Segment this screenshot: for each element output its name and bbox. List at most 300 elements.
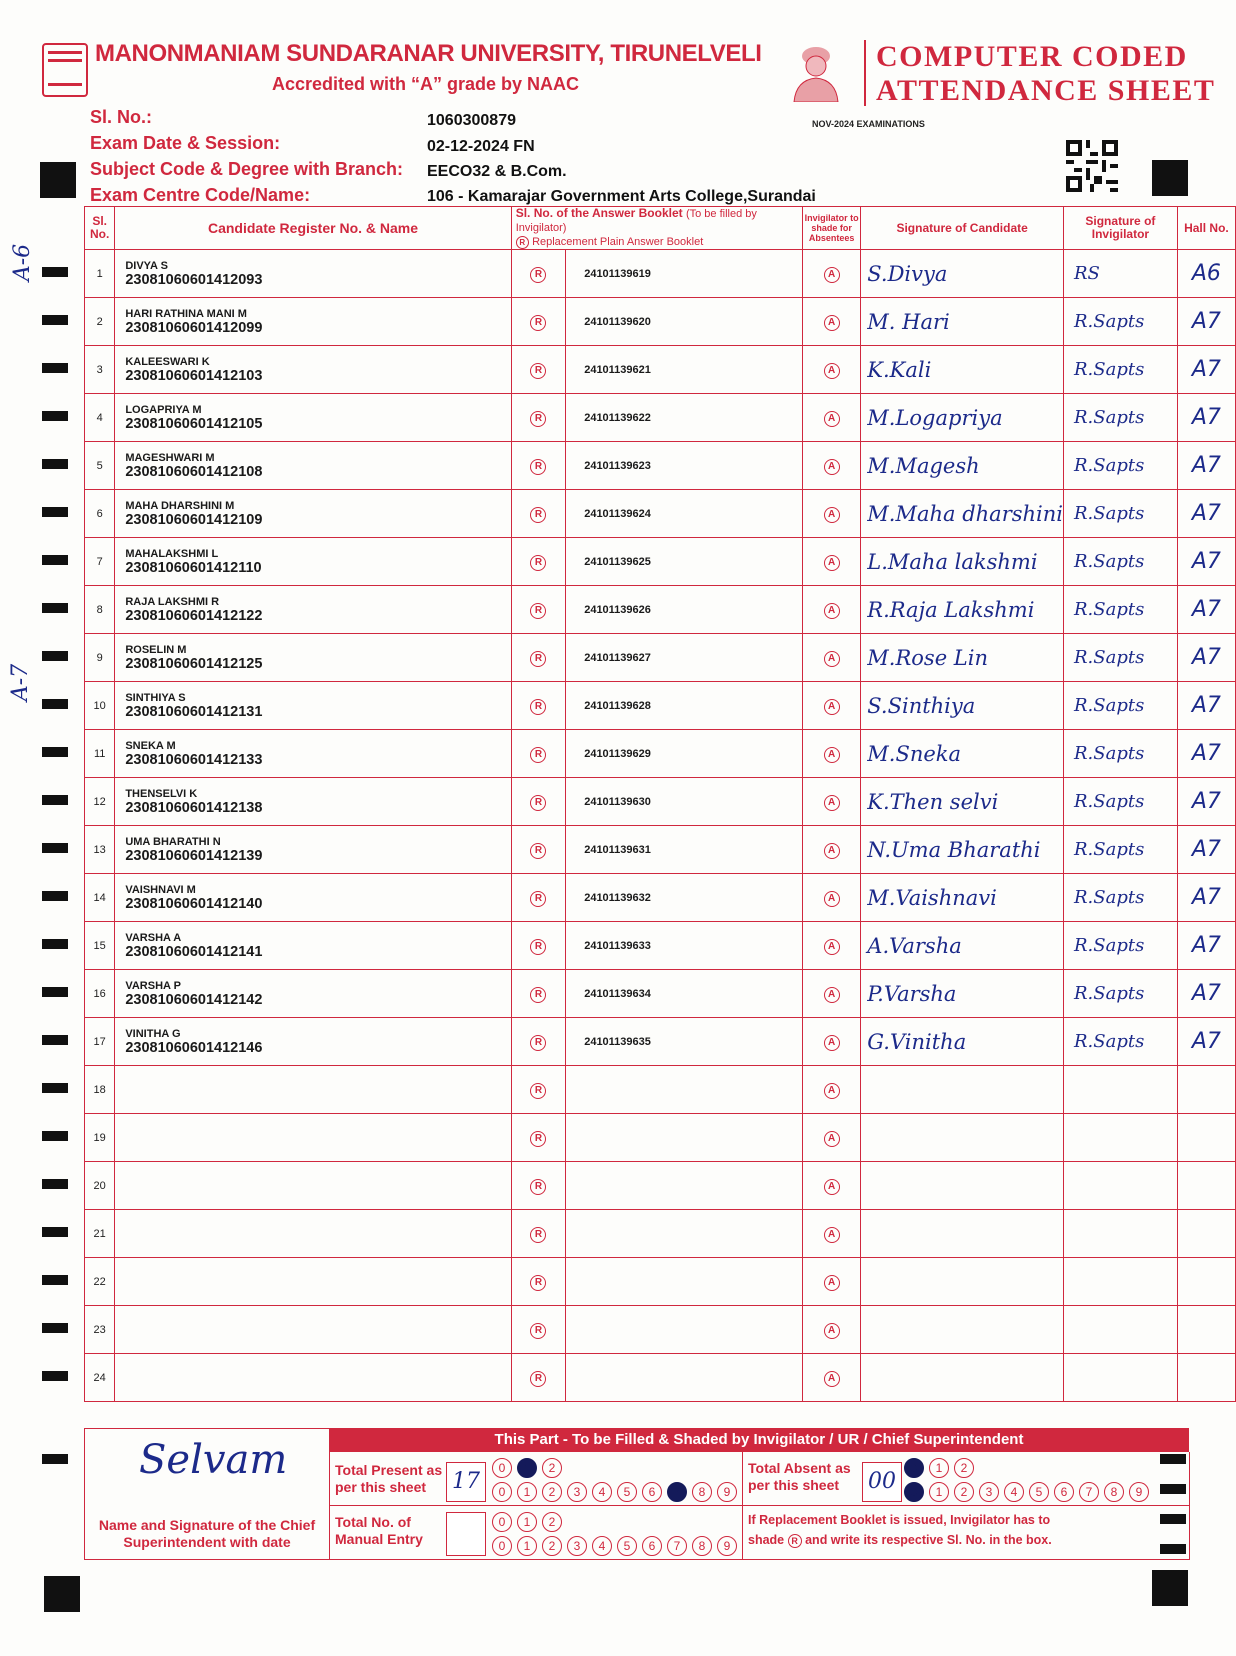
- candidate-cell: [115, 730, 511, 778]
- timing-mark: [42, 1179, 68, 1189]
- absent-cell[interactable]: [803, 1018, 861, 1066]
- replacement-cell[interactable]: [511, 1210, 565, 1258]
- absent-a-icon[interactable]: A: [824, 555, 840, 571]
- booklet-no[interactable]: 24101139626: [566, 586, 803, 634]
- invigilator-signature: R.Sapts: [1064, 298, 1178, 346]
- hall-no: A7: [1177, 682, 1235, 730]
- candidate-cell: [115, 250, 511, 298]
- absent-a-icon[interactable]: A: [824, 651, 840, 667]
- row-sl-no: 20: [85, 1162, 115, 1210]
- digit-bubble[interactable]: 8: [1104, 1482, 1124, 1502]
- absent-cell[interactable]: [803, 634, 861, 682]
- booklet-no[interactable]: 24101139624: [566, 490, 803, 538]
- absent-a-icon[interactable]: A: [824, 699, 840, 715]
- absent-a-icon[interactable]: A: [824, 267, 840, 283]
- absent-a-icon[interactable]: A: [824, 843, 840, 859]
- candidate-register-no: 23081060601412103: [125, 367, 263, 384]
- hall-no: A7: [1177, 346, 1235, 394]
- candidate-signature: M.Logapriya: [861, 394, 1064, 442]
- absent-cell[interactable]: [803, 922, 861, 970]
- booklet-no[interactable]: [566, 1066, 803, 1114]
- absent-cell[interactable]: [803, 442, 861, 490]
- candidate-cell: [115, 778, 511, 826]
- absent-cell[interactable]: [803, 682, 861, 730]
- replacement-cell[interactable]: [511, 1354, 565, 1402]
- replacement-r-icon[interactable]: R: [530, 1179, 546, 1195]
- digit-bubble[interactable]: 1: [929, 1458, 949, 1478]
- chief-signature: Selvam: [139, 1437, 288, 1483]
- absent-a-icon[interactable]: A: [824, 747, 840, 763]
- absent-cell[interactable]: [803, 490, 861, 538]
- digit-bubble[interactable]: 0: [904, 1458, 924, 1478]
- booklet-no[interactable]: 24101139622: [566, 394, 803, 442]
- table-row: [85, 1162, 1236, 1210]
- candidate-name: UMA BHARATHI N: [125, 835, 221, 848]
- registration-mark: [44, 1576, 80, 1612]
- digit-bubble[interactable]: 0: [904, 1482, 924, 1502]
- absent-a-icon[interactable]: A: [824, 1227, 840, 1243]
- timing-mark: [42, 1323, 68, 1333]
- candidate-register-no: 23081060601412146: [125, 1039, 263, 1056]
- digit-bubble[interactable]: 2: [542, 1482, 562, 1502]
- candidate-cell: [115, 1114, 511, 1162]
- replacement-cell[interactable]: [511, 1258, 565, 1306]
- absent-a-icon[interactable]: A: [824, 1323, 840, 1339]
- candidate-cell: [115, 586, 511, 634]
- margin-note: A-7: [8, 663, 34, 702]
- subject-value: EECO32 & B.Com.: [427, 163, 567, 180]
- replacement-r-icon[interactable]: R: [530, 939, 546, 955]
- digit-bubble[interactable]: 9: [1129, 1482, 1149, 1502]
- row-sl-no: 9: [85, 634, 115, 682]
- replacement-cell[interactable]: [511, 730, 565, 778]
- replacement-r-icon[interactable]: R: [530, 1371, 546, 1387]
- table-header-row: [85, 207, 1236, 250]
- absent-written: 00: [862, 1462, 902, 1502]
- manual-entry-box[interactable]: [446, 1512, 486, 1556]
- candidate-register-no: 23081060601412142: [125, 991, 263, 1008]
- replacement-cell[interactable]: [511, 1066, 565, 1114]
- absent-cell[interactable]: [803, 394, 861, 442]
- exam-note: NOV-2024 EXAMINATIONS: [812, 119, 925, 129]
- replacement-cell[interactable]: [511, 778, 565, 826]
- absent-a-icon[interactable]: A: [824, 891, 840, 907]
- replacement-cell[interactable]: [511, 586, 565, 634]
- invigilator-signature: R.Sapts: [1064, 634, 1178, 682]
- row-sl-no: 5: [85, 442, 115, 490]
- candidate-signature: M.Maha dharshini: [861, 490, 1064, 538]
- replacement-cell[interactable]: [511, 922, 565, 970]
- digit-bubble[interactable]: 8: [692, 1482, 712, 1502]
- replacement-r-icon[interactable]: R: [530, 1227, 546, 1243]
- replacement-r-icon[interactable]: R: [530, 843, 546, 859]
- invigilator-signature: [1064, 1114, 1178, 1162]
- booklet-no[interactable]: [566, 1306, 803, 1354]
- absent-a-icon[interactable]: A: [824, 1371, 840, 1387]
- booklet-no[interactable]: [566, 1114, 803, 1162]
- absent-cell[interactable]: [803, 346, 861, 394]
- replacement-cell[interactable]: [511, 394, 565, 442]
- absent-cell[interactable]: [803, 1354, 861, 1402]
- invigilator-signature: R.Sapts: [1064, 538, 1178, 586]
- booklet-no[interactable]: [566, 1162, 803, 1210]
- timing-mark: [42, 939, 68, 949]
- absent-a-icon[interactable]: A: [824, 939, 840, 955]
- booklet-no[interactable]: 24101139633: [566, 922, 803, 970]
- candidate-cell: [115, 922, 511, 970]
- table-row: [85, 922, 1236, 970]
- row-sl-no: 19: [85, 1114, 115, 1162]
- absent-a-icon[interactable]: A: [824, 363, 840, 379]
- digit-bubble[interactable]: 5: [1029, 1482, 1049, 1502]
- replacement-r-icon[interactable]: R: [530, 651, 546, 667]
- absent-cell[interactable]: [803, 874, 861, 922]
- booklet-no[interactable]: 24101139620: [566, 298, 803, 346]
- digit-bubble[interactable]: 3: [979, 1482, 999, 1502]
- timing-mark: [42, 363, 68, 373]
- timing-mark: [42, 1454, 68, 1464]
- header-sig-invigilator: Signature of Invigilator: [1064, 207, 1178, 250]
- candidate-name: SINTHIYA S: [125, 691, 186, 704]
- candidate-signature: M.Magesh: [861, 442, 1064, 490]
- replacement-cell[interactable]: [511, 682, 565, 730]
- digit-bubble[interactable]: 2: [542, 1536, 562, 1556]
- invigilator-signature: R.Sapts: [1064, 970, 1178, 1018]
- booklet-no[interactable]: 24101139623: [566, 442, 803, 490]
- candidate-signature: R.Raja Lakshmi: [861, 586, 1064, 634]
- invigilator-signature: [1064, 1210, 1178, 1258]
- candidate-signature: [861, 1306, 1064, 1354]
- centre-value: 106 - Kamarajar Government Arts College,Surandai: [427, 188, 816, 205]
- table-row: [85, 394, 1236, 442]
- digit-bubble[interactable]: 1: [517, 1536, 537, 1556]
- replacement-r-icon[interactable]: R: [530, 315, 546, 331]
- table-row: [85, 826, 1236, 874]
- centre-label: Exam Centre Code/Name:: [90, 185, 311, 205]
- timing-mark: [42, 747, 68, 757]
- digit-bubble[interactable]: 6: [642, 1536, 662, 1556]
- digit-bubble[interactable]: 3: [567, 1482, 587, 1502]
- replacement-cell[interactable]: [511, 874, 565, 922]
- digit-bubble[interactable]: 7: [1079, 1482, 1099, 1502]
- replacement-cell[interactable]: [511, 826, 565, 874]
- candidate-name: KALEESWARI K: [125, 355, 210, 368]
- absent-cell[interactable]: [803, 298, 861, 346]
- candidate-name: VARSHA P: [125, 979, 181, 992]
- row-sl-no: 6: [85, 490, 115, 538]
- timing-mark: [42, 699, 68, 709]
- candidate-signature: N.Uma Bharathi: [861, 826, 1064, 874]
- replacement-r-icon[interactable]: R: [530, 267, 546, 283]
- digit-bubble[interactable]: 1: [517, 1512, 537, 1532]
- replacement-cell[interactable]: [511, 538, 565, 586]
- replacement-cell[interactable]: [511, 1162, 565, 1210]
- digit-bubble[interactable]: 0: [492, 1458, 512, 1478]
- header-absent: Invigilator to shade for Absentees: [803, 207, 861, 250]
- qr-code-icon: [1066, 140, 1118, 192]
- replacement-cell[interactable]: [511, 442, 565, 490]
- digit-bubble[interactable]: 2: [542, 1512, 562, 1532]
- header-sl: Sl. No.: [85, 207, 115, 250]
- digit-bubble[interactable]: 6: [642, 1482, 662, 1502]
- candidate-signature: M.Vaishnavi: [861, 874, 1064, 922]
- absent-cell[interactable]: [803, 1258, 861, 1306]
- replacement-r-icon[interactable]: R: [530, 795, 546, 811]
- candidate-register-no: 23081060601412140: [125, 895, 263, 912]
- replacement-r-icon[interactable]: R: [530, 1131, 546, 1147]
- table-row: [85, 1114, 1236, 1162]
- replacement-cell[interactable]: [511, 250, 565, 298]
- university-logo-icon: [42, 43, 88, 97]
- digit-bubble[interactable]: 7: [667, 1536, 687, 1556]
- candidate-signature: S.Divya: [861, 250, 1064, 298]
- digit-bubble[interactable]: 0: [492, 1482, 512, 1502]
- digit-bubble[interactable]: 2: [954, 1482, 974, 1502]
- row-sl-no: 22: [85, 1258, 115, 1306]
- hall-no: [1177, 1306, 1235, 1354]
- replacement-r-icon[interactable]: R: [530, 1275, 546, 1291]
- candidate-cell: [115, 346, 511, 394]
- row-sl-no: 23: [85, 1306, 115, 1354]
- absent-a-icon[interactable]: A: [824, 1083, 840, 1099]
- candidate-name: THENSELVI K: [125, 787, 198, 800]
- candidate-signature: M.Sneka: [861, 730, 1064, 778]
- digit-bubble[interactable]: 4: [592, 1536, 612, 1556]
- candidate-register-no: 23081060601412133: [125, 751, 263, 768]
- header-sig-candidate: Signature of Candidate: [861, 207, 1064, 250]
- booklet-no[interactable]: [566, 1210, 803, 1258]
- hall-no: A7: [1177, 730, 1235, 778]
- digit-bubble[interactable]: 2: [542, 1458, 562, 1478]
- absent-a-icon[interactable]: A: [824, 1179, 840, 1195]
- table-row: [85, 778, 1236, 826]
- digit-bubble[interactable]: 5: [617, 1482, 637, 1502]
- absent-a-icon[interactable]: A: [824, 1275, 840, 1291]
- candidate-signature: [861, 1258, 1064, 1306]
- table-row: [85, 1306, 1236, 1354]
- digit-bubble[interactable]: 1: [517, 1482, 537, 1502]
- absent-a-icon[interactable]: A: [824, 1035, 840, 1051]
- replacement-r-icon[interactable]: R: [530, 1035, 546, 1051]
- absent-cell[interactable]: [803, 586, 861, 634]
- absent-cell[interactable]: [803, 1162, 861, 1210]
- invigilator-signature: R.Sapts: [1064, 826, 1178, 874]
- absent-a-icon[interactable]: A: [824, 795, 840, 811]
- absent-a-icon[interactable]: A: [824, 507, 840, 523]
- candidate-name: VARSHA A: [125, 931, 182, 944]
- digit-bubble[interactable]: 4: [592, 1482, 612, 1502]
- footer-section: [84, 1428, 1190, 1560]
- digit-bubble[interactable]: 7: [667, 1482, 687, 1502]
- digit-bubble[interactable]: 8: [692, 1536, 712, 1556]
- row-sl-no: 7: [85, 538, 115, 586]
- table-row: [85, 298, 1236, 346]
- timing-mark: [42, 267, 68, 277]
- row-sl-no: 4: [85, 394, 115, 442]
- replacement-r-icon: R: [788, 1534, 802, 1548]
- replacement-r-icon[interactable]: R: [530, 699, 546, 715]
- digit-bubble[interactable]: 1: [517, 1458, 537, 1478]
- booklet-no[interactable]: 24101139619: [566, 250, 803, 298]
- timing-mark: [42, 1083, 68, 1093]
- replacement-r-icon[interactable]: R: [530, 987, 546, 1003]
- absent-a-icon[interactable]: A: [824, 603, 840, 619]
- replacement-cell[interactable]: [511, 346, 565, 394]
- hall-no: A7: [1177, 826, 1235, 874]
- timing-mark: [42, 843, 68, 853]
- hall-no: A7: [1177, 778, 1235, 826]
- exam-date-value: 02-12-2024 FN: [427, 138, 535, 155]
- replacement-r-icon[interactable]: R: [530, 1083, 546, 1099]
- candidate-name: MAHALAKSHMI L: [125, 547, 219, 560]
- candidate-signature: [861, 1114, 1064, 1162]
- digit-bubble[interactable]: 9: [717, 1482, 737, 1502]
- absent-cell[interactable]: [803, 826, 861, 874]
- replacement-r-icon: R: [516, 236, 529, 249]
- timing-mark: [42, 459, 68, 469]
- margin-note: A-6: [10, 243, 36, 282]
- invigilator-signature: R.Sapts: [1064, 730, 1178, 778]
- candidate-register-no: 23081060601412122: [125, 607, 263, 624]
- invigilator-signature: R.Sapts: [1064, 394, 1178, 442]
- row-sl-no: 18: [85, 1066, 115, 1114]
- booklet-no[interactable]: 24101139630: [566, 778, 803, 826]
- hall-no: A7: [1177, 298, 1235, 346]
- candidate-signature: K.Then selvi: [861, 778, 1064, 826]
- candidate-register-no: 23081060601412109: [125, 511, 263, 528]
- absent-cell[interactable]: [803, 1306, 861, 1354]
- table-row: [85, 1066, 1236, 1114]
- replacement-r-icon[interactable]: R: [530, 363, 546, 379]
- absent-a-icon[interactable]: A: [824, 459, 840, 475]
- absent-cell[interactable]: [803, 1210, 861, 1258]
- candidate-signature: L.Maha lakshmi: [861, 538, 1064, 586]
- timing-mark: [42, 1371, 68, 1381]
- hall-no: A7: [1177, 1018, 1235, 1066]
- sl-no-value: 1060300879: [427, 112, 516, 129]
- absent-cell[interactable]: [803, 1114, 861, 1162]
- replacement-r-icon[interactable]: R: [530, 603, 546, 619]
- replacement-r-icon[interactable]: R: [530, 507, 546, 523]
- digit-bubble[interactable]: 6: [1054, 1482, 1074, 1502]
- candidate-register-no: 23081060601412139: [125, 847, 263, 864]
- absent-cell[interactable]: [803, 730, 861, 778]
- replacement-cell[interactable]: [511, 1018, 565, 1066]
- absent-cell[interactable]: [803, 970, 861, 1018]
- digit-bubble[interactable]: 0: [492, 1536, 512, 1556]
- candidate-name: VINITHA G: [125, 1027, 181, 1040]
- candidate-name: LOGAPRIYA M: [125, 403, 202, 416]
- candidate-name: VAISHNAVI M: [125, 883, 196, 896]
- absent-a-icon[interactable]: A: [824, 987, 840, 1003]
- hall-no: A6: [1177, 250, 1235, 298]
- attendance-table: [84, 206, 1236, 1402]
- booklet-no[interactable]: 24101139634: [566, 970, 803, 1018]
- replacement-cell[interactable]: [511, 490, 565, 538]
- replacement-r-icon[interactable]: R: [530, 747, 546, 763]
- chief-superintendent-box: [84, 1428, 330, 1560]
- row-sl-no: 15: [85, 922, 115, 970]
- timing-mark: [42, 507, 68, 517]
- candidate-signature: [861, 1162, 1064, 1210]
- invigilator-signature: R.Sapts: [1064, 1018, 1178, 1066]
- replacement-r-icon[interactable]: R: [530, 1323, 546, 1339]
- hall-no: A7: [1177, 634, 1235, 682]
- candidate-signature: M.Rose Lin: [861, 634, 1064, 682]
- absent-a-icon[interactable]: A: [824, 1131, 840, 1147]
- booklet-no[interactable]: 24101139631: [566, 826, 803, 874]
- replacement-r-icon[interactable]: R: [530, 459, 546, 475]
- booklet-no[interactable]: 24101139628: [566, 682, 803, 730]
- booklet-no[interactable]: 24101139635: [566, 1018, 803, 1066]
- booklet-no[interactable]: [566, 1354, 803, 1402]
- absent-a-icon[interactable]: A: [824, 315, 840, 331]
- absent-cell[interactable]: [803, 778, 861, 826]
- candidate-register-no: 23081060601412110: [125, 559, 262, 576]
- row-sl-no: 16: [85, 970, 115, 1018]
- replacement-cell[interactable]: [511, 298, 565, 346]
- replacement-cell[interactable]: [511, 970, 565, 1018]
- candidate-register-no: 23081060601412131: [125, 703, 263, 720]
- hall-no: A7: [1177, 922, 1235, 970]
- replacement-r-icon[interactable]: R: [530, 891, 546, 907]
- booklet-no[interactable]: 24101139632: [566, 874, 803, 922]
- digit-bubble[interactable]: 9: [717, 1536, 737, 1556]
- booklet-no[interactable]: 24101139627: [566, 634, 803, 682]
- sheet-title: COMPUTER CODED ATTENDANCE SHEET: [876, 40, 1216, 107]
- timing-mark: [42, 555, 68, 565]
- candidate-cell: [115, 874, 511, 922]
- candidate-name: DIVYA S: [125, 259, 168, 272]
- booklet-no[interactable]: 24101139629: [566, 730, 803, 778]
- digit-bubble[interactable]: 5: [617, 1536, 637, 1556]
- digit-bubble[interactable]: 4: [1004, 1482, 1024, 1502]
- hall-no: A7: [1177, 538, 1235, 586]
- replacement-cell[interactable]: [511, 634, 565, 682]
- invigilator-signature: RS: [1064, 250, 1178, 298]
- exam-date-label: Exam Date & Session:: [90, 133, 281, 153]
- invigilator-signature: [1064, 1162, 1178, 1210]
- digit-bubble[interactable]: 2: [954, 1458, 974, 1478]
- invigilator-signature: R.Sapts: [1064, 442, 1178, 490]
- table-row: [85, 1258, 1236, 1306]
- candidate-signature: G.Vinitha: [861, 1018, 1064, 1066]
- absent-cell[interactable]: [803, 538, 861, 586]
- table-row: [85, 586, 1236, 634]
- absent-cell[interactable]: [803, 1066, 861, 1114]
- absent-cell[interactable]: [803, 250, 861, 298]
- digit-bubble[interactable]: 3: [567, 1536, 587, 1556]
- absent-a-icon[interactable]: A: [824, 411, 840, 427]
- table-row: [85, 874, 1236, 922]
- candidate-cell: [115, 394, 511, 442]
- replacement-cell[interactable]: [511, 1114, 565, 1162]
- present-written: 17: [446, 1462, 486, 1502]
- hall-no: [1177, 1162, 1235, 1210]
- candidate-cell: [115, 634, 511, 682]
- booklet-no[interactable]: 24101139621: [566, 346, 803, 394]
- replacement-cell[interactable]: [511, 1306, 565, 1354]
- replacement-r-icon[interactable]: R: [530, 411, 546, 427]
- replacement-r-icon[interactable]: R: [530, 555, 546, 571]
- candidate-cell: [115, 1258, 511, 1306]
- digit-bubble[interactable]: 1: [929, 1482, 949, 1502]
- invigilator-signature: [1064, 1306, 1178, 1354]
- invigilator-signature: R.Sapts: [1064, 922, 1178, 970]
- digit-bubble[interactable]: 0: [492, 1512, 512, 1532]
- booklet-no[interactable]: 24101139625: [566, 538, 803, 586]
- booklet-no[interactable]: [566, 1258, 803, 1306]
